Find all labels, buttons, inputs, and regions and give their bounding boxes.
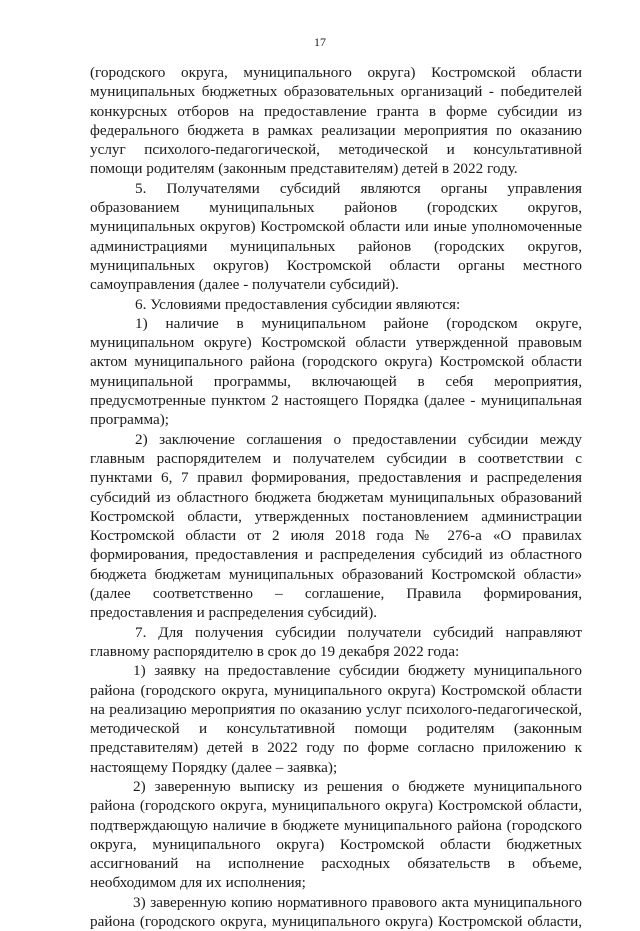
paragraph-p6-2 [90,430,582,623]
text-line: муниципальных бюджетных образовательных организаций - победителей [90,83,582,101]
text-line: 7. Для получения субсидии получатели субсидий направляют [135,623,582,641]
text-line: бюджета бюджетам муниципальных образований Костромской области» [90,565,582,583]
text-line: формирования, предоставления и распределения субсидий из областного [90,546,582,564]
body-text [90,63,582,931]
text-line: муниципальном округе) Костромской области утвержденной правовым [90,334,582,352]
text-line: представителям) детей в 2022 году по форме согласно приложению к [90,739,582,757]
text-line: района (городского округа, муниципального округа) Костромской области [90,681,582,699]
text-line: на реализацию мероприятия по оказанию услуг психолого-педагогической, [90,700,582,718]
text-line: предоставления и распределения субсидий). [90,604,378,622]
text-line: муниципальной программы, включающей в себя мероприятия, [90,372,582,390]
text-line: 1) заявку на предоставление субсидии бюджету муниципального [133,662,582,680]
text-line: 5. Получателями субсидий являются органы управления [135,179,582,197]
text-line: образованием муниципальных районов (городских округов, [90,199,582,217]
text-line: 2) заверенную выписку из решения о бюджете муниципального [133,777,582,795]
paragraph-p7 [90,623,582,662]
text-line: муниципальных округов) Костромской области органы местного [90,256,582,274]
paragraph-p4-cont [90,63,582,179]
text-line: 3) заверенную копию нормативного правового акта муниципального [133,893,582,911]
text-line: (городского округа, муниципального округа) Костромской области [90,64,582,81]
paragraph-p7-2 [90,777,582,893]
text-line: федерального бюджета в рамках реализации мероприятия по оказанию [90,121,582,139]
paragraph-p7-1 [90,661,582,777]
text-line: услуг психолого-педагогической, методической и консультативной [90,141,582,159]
text-line: пунктами 6, 7 правил формирования, предоставления и распределения [90,469,582,487]
text-line: муниципальных округов) Костромской области или иные уполномоченные [90,218,582,236]
text-line: необходимом для их исполнения; [90,874,306,892]
text-line: подтверждающую наличие в бюджете муниципального района (городского [90,816,582,834]
text-line: методической и консультативной помощи родителям (законным [90,720,582,738]
text-line: помощи родителям (законным представителям) детей в 2022 году. [90,160,518,178]
text-line: актом муниципального района (городского округа) Костромской области [90,353,582,371]
text-line: субсидий из областного бюджета бюджетам муниципальных образований [90,488,582,506]
text-line: главным распорядителем и получателем субсидии в соответствии с [90,449,582,467]
text-line: Костромской области, утвержденных постановлением администрации [90,507,582,525]
text-line: самоуправления (далее - получатели субсидий). [90,276,399,294]
text-line: программа); [90,411,170,429]
paragraph-p5 [90,179,582,295]
text-line: округа, муниципального округа) Костромской области бюджетных [90,835,582,853]
text-line: 6. Условиями предоставления субсидии являются: [135,295,461,313]
paragraph-p7-3 [90,893,582,931]
text-line: ассигнований на исполнение расходных обязательств в объеме, [90,855,582,873]
text-line: 2) заключение соглашения о предоставлении субсидии между [135,430,582,448]
text-line: главному распорядителю в срок до 19 декабря 2022 года: [90,642,460,660]
text-line: администрациями муниципальных районов (городских округов, [90,237,582,255]
text-line: района (городского округа, муниципального округа) Костромской области, [90,797,582,815]
text-line: предусмотренные пунктом 2 настоящего Порядка (далее - муниципальная [90,392,582,410]
page-number: 17 [314,35,326,49]
paragraph-p6-1 [90,314,582,430]
text-line: (далее соответственно – соглашение, Правила формирования, [90,585,582,603]
text-line: Костромской области от 2 июля 2018 года № 276-а «О правилах [90,527,582,545]
text-line: района (городского округа, муниципального округа) Костромской области, [90,913,582,931]
text-line: настоящему Порядку (далее – заявка); [90,758,338,776]
text-line: конкурсных отборов на предоставление гранта в форме субсидии из [90,102,582,120]
text-line: 1) наличие в муниципальном районе (городском округе, [135,314,582,332]
paragraph-p6 [90,295,582,314]
